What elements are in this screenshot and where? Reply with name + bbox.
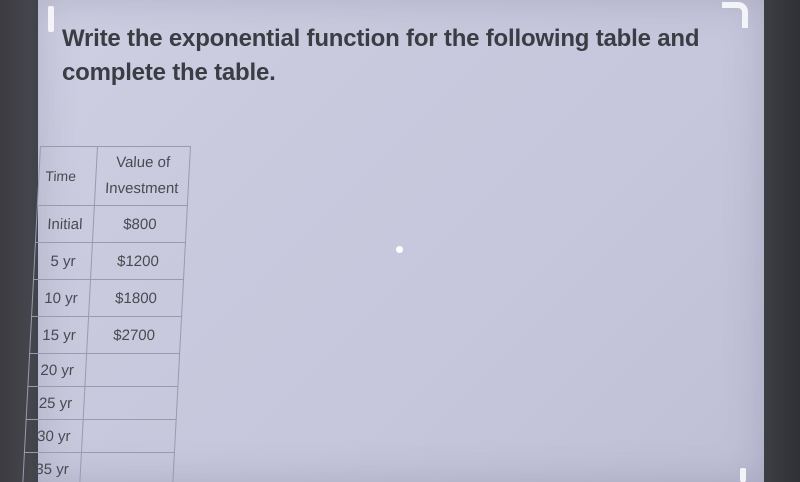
table-row: [34, 243, 186, 280]
header-value-line2: Investment: [104, 180, 179, 197]
value-cell-empty: [85, 354, 180, 387]
time-cell: 30 yr: [24, 420, 83, 453]
value-cell: $1200: [91, 243, 186, 280]
value-cell: $1800: [89, 280, 184, 317]
focus-dot-icon: [396, 246, 403, 253]
table-row: [30, 317, 182, 354]
crop-corner-top-left-icon[interactable]: [48, 6, 54, 32]
time-cell: 20 yr: [28, 354, 87, 387]
value-cell-empty: [80, 453, 175, 482]
table-header-row: [37, 147, 190, 206]
table-row: [28, 354, 180, 387]
table-row: [24, 420, 176, 453]
time-cell: Initial: [35, 206, 94, 243]
time-cell: 10 yr: [32, 280, 91, 317]
header-value-line1: Value of: [115, 154, 171, 171]
time-cell: 15 yr: [30, 317, 89, 354]
header-value: [94, 147, 190, 206]
table-row: [23, 453, 175, 482]
header-time: Time: [37, 147, 97, 206]
investment-table: [22, 146, 191, 482]
time-cell: 5 yr: [34, 243, 93, 280]
time-cell: 35 yr: [23, 453, 82, 482]
table-row: [35, 206, 187, 243]
crop-corner-bottom-right-icon[interactable]: [740, 468, 746, 482]
value-cell-empty: [81, 420, 176, 453]
table-row: [26, 387, 178, 420]
value-cell: $2700: [87, 317, 182, 354]
table-row: [32, 280, 184, 317]
time-cell: 25 yr: [26, 387, 85, 420]
question-text: Write the exponential function for the following table and complete the table.: [62, 25, 700, 86]
value-cell: $800: [92, 206, 187, 243]
value-cell-empty: [83, 387, 178, 420]
